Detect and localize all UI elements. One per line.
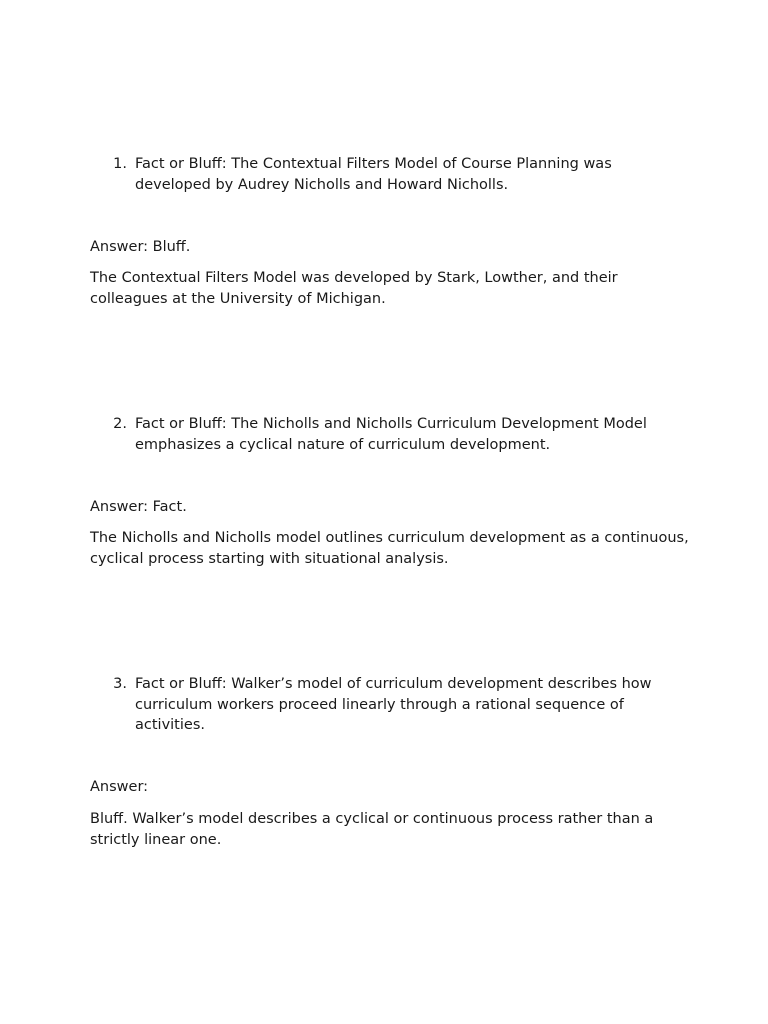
question-number: 1. — [113, 156, 127, 172]
answer-2 — [90, 497, 690, 518]
question-text: Fact or Bluff: The Nicholls and Nicholls Curriculum Development Model emphasizes a cyclical nature of curriculum development. — [135, 416, 647, 453]
question-text: Fact or Bluff: Walker’s model of curriculum development describes how curriculum workers proceed linearly through a rational sequence of activities. — [135, 676, 652, 733]
answer-1 — [90, 237, 690, 258]
answer-label: Answer: — [90, 779, 149, 795]
answer-3 — [90, 777, 690, 798]
explanation-3 — [90, 809, 690, 851]
explanation-text: Bluff. Walker’s model describes a cyclical or continuous process rather than a strictly linear one. — [90, 811, 654, 848]
question-number: 2. — [113, 416, 127, 432]
question-3 — [90, 674, 690, 736]
explanation-text: The Contextual Filters Model was developed by Stark, Lowther, and their colleagues at the University of Michigan. — [90, 270, 618, 307]
question-2 — [90, 414, 690, 455]
explanation-1 — [90, 268, 690, 310]
question-text: Fact or Bluff: The Contextual Filters Model of Course Planning was developed by Audrey Nicholls and Howard Nicholls. — [135, 156, 612, 193]
explanation-2 — [90, 528, 690, 570]
question-number: 3. — [113, 676, 127, 692]
answer-label: Answer: Fact. — [90, 499, 187, 515]
explanation-text: The Nicholls and Nicholls model outlines curriculum development as a continuous, cyclical process starting with situational analysis. — [90, 530, 689, 567]
answer-label: Answer: Bluff. — [90, 239, 191, 255]
question-1 — [90, 154, 690, 195]
